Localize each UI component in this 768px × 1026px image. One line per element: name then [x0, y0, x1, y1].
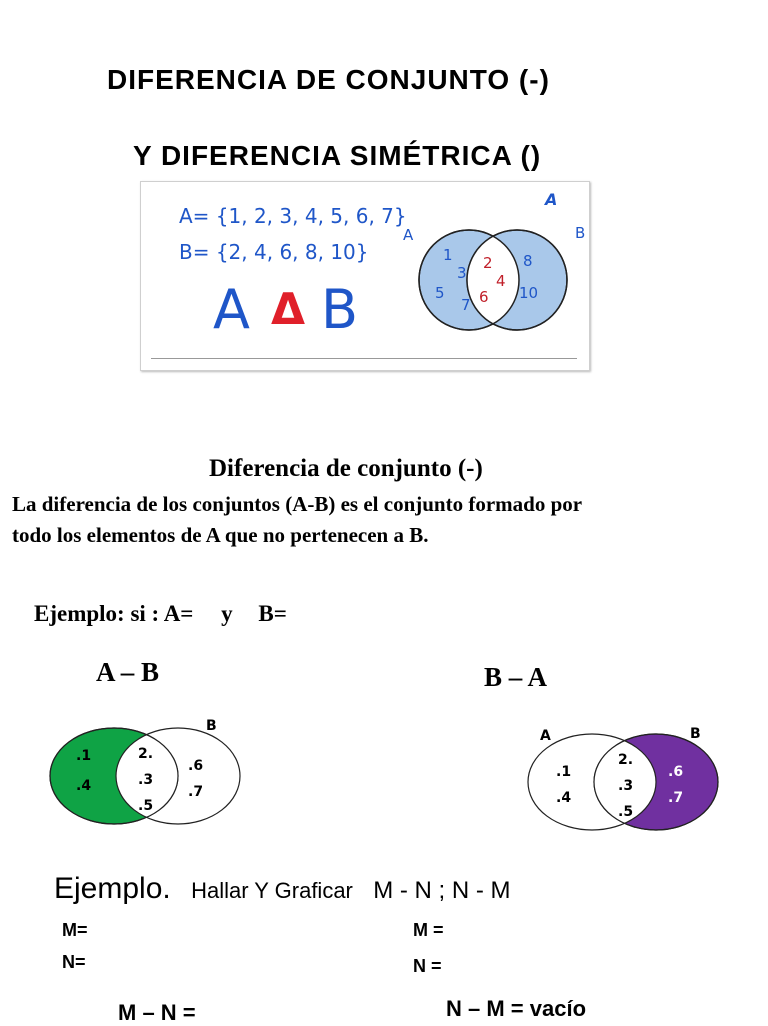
delta-symbol: Δ: [271, 284, 306, 335]
page-title-line1: DIFERENCIA DE CONJUNTO (-): [107, 64, 550, 95]
venn-element: .7: [668, 790, 684, 806]
venn-element: .5: [138, 798, 154, 814]
symbol-b: B: [321, 278, 359, 341]
venn-element: .4: [76, 778, 92, 794]
venn-label-b: B: [575, 224, 586, 242]
venn-element: 1: [443, 246, 453, 264]
example-line: [34, 601, 287, 627]
venn-element: .5: [618, 804, 634, 820]
exercise-m-right: M =: [413, 920, 444, 940]
exercise-dot: .: [162, 872, 171, 905]
exercise-n-right: N =: [413, 956, 442, 976]
venn-element: .7: [188, 784, 204, 800]
figure-set-a: A= {1, 2, 3, 4, 5, 6, 7}: [179, 204, 407, 228]
venn-element: 8: [523, 252, 533, 270]
venn-element: 2: [483, 254, 493, 272]
venn-label-b: B: [690, 726, 701, 742]
venn-label-b: B: [206, 718, 217, 734]
venn-element: 7: [461, 296, 471, 314]
exercise-ops: M - N ; N - M: [373, 877, 511, 904]
symbol-a: A: [213, 278, 250, 341]
venn-element: .6: [188, 758, 204, 774]
exercise-n-left: N=: [62, 952, 86, 972]
section-heading: Diferencia de conjunto (-): [209, 455, 483, 482]
venn-element: .3: [138, 772, 154, 788]
exercise-header: [54, 872, 511, 906]
venn-element: 2.: [138, 746, 154, 762]
definition-line1: La diferencia de los conjuntos (A-B) es el conjunto formado por: [12, 492, 583, 516]
venn-label-a: A: [540, 728, 551, 744]
venn-element: 6: [479, 288, 489, 306]
page-title-line2: Y DIFERENCIA SIMÉTRICA (): [133, 140, 542, 171]
definition-line2: todo los elementos de A que no pertenecen a B.: [12, 523, 429, 547]
venn-element: 2.: [618, 752, 634, 768]
exercise-instruction: Hallar Y Graficar: [191, 878, 353, 903]
label-a-minus-b: A – B: [96, 657, 160, 687]
figure-baseline: [151, 358, 577, 359]
venn-element: .4: [556, 790, 572, 806]
venn-element: .6: [668, 764, 684, 780]
venn-element: 5: [435, 284, 445, 302]
venn-element: 10: [519, 284, 539, 302]
example-b: B=: [258, 601, 287, 626]
exercise-n-minus-m: N – M = vacío: [446, 996, 587, 1021]
example-prefix: Ejemplo: si : A=: [34, 601, 194, 626]
label-b-minus-a: B – A: [484, 662, 548, 692]
symmetric-venn-diagram: [401, 218, 587, 342]
example-y: y: [221, 601, 233, 626]
venn-b-minus-a: [524, 720, 724, 836]
venn-element: .1: [76, 748, 92, 764]
venn-element: 3: [457, 264, 467, 282]
exercise-m-left: M=: [62, 920, 88, 940]
venn-element: .3: [618, 778, 634, 794]
venn-element: 4: [496, 272, 506, 290]
exercise-title: Ejemplo: [54, 872, 163, 905]
symmetric-difference-figure: [140, 181, 590, 371]
figure-set-b: B= {2, 4, 6, 8, 10}: [179, 240, 369, 264]
corner-mark: A: [545, 190, 558, 209]
exercise-m-minus-n: M – N =: [118, 1000, 196, 1025]
venn-element: .1: [556, 764, 572, 780]
venn-a-minus-b: [46, 714, 246, 830]
venn-label-a: A: [403, 226, 414, 244]
